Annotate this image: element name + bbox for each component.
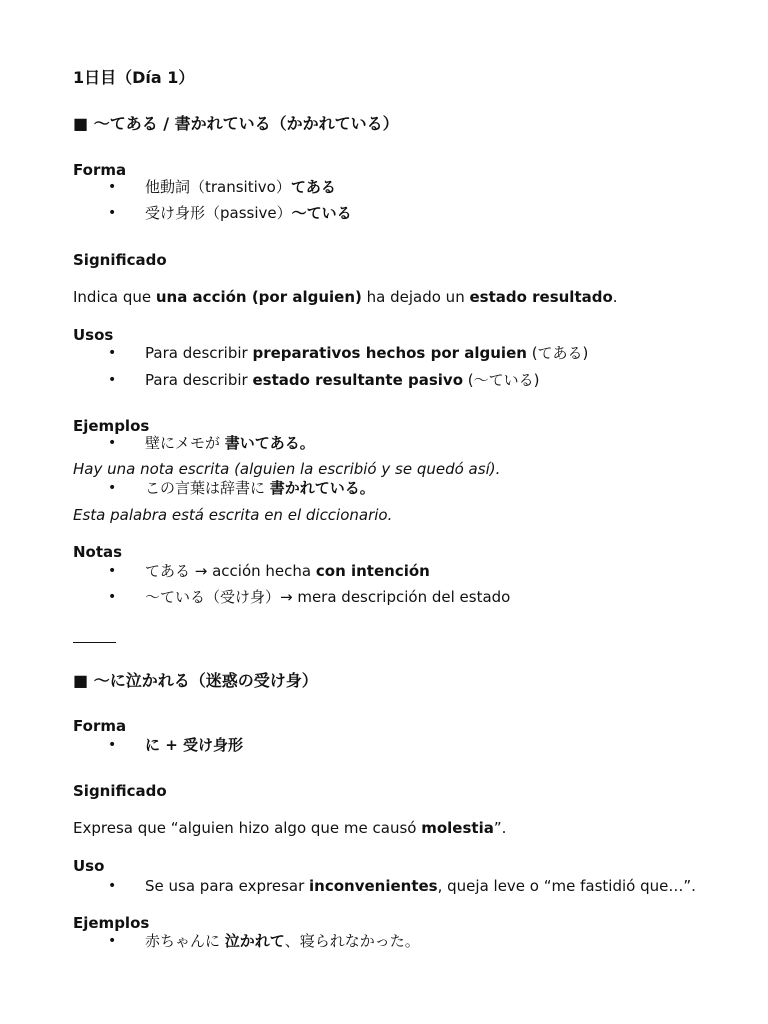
forma-item (145, 203, 352, 223)
text-segment: Indica que (73, 288, 156, 306)
ejemplo-translation: Hay una nota escrita (alguien la escribió y se quedó así). (73, 460, 501, 478)
text-segment: (てある) (526, 344, 589, 362)
text-bold: estado resultante pasivo (252, 371, 463, 389)
section-2-title: ■ 〜に泣かれる（迷惑の受け身） (73, 671, 318, 690)
day-title: 1日目（Día 1） (73, 68, 195, 87)
bullet: • (108, 372, 117, 388)
forma-item: に + 受け身形 (145, 736, 244, 754)
ejemplo-translation: Esta palabra está escrita en el diccionario. (73, 506, 393, 524)
section-divider (73, 642, 116, 643)
text-bold: molestia (421, 819, 494, 837)
nota-item (145, 587, 510, 607)
text-segment: . (612, 288, 618, 306)
text-bold: estado resultado (469, 288, 613, 306)
text-segment: , queja leve o “me fastidió que…”. (437, 877, 696, 895)
text-segment: 壁にメモが (145, 434, 225, 452)
text-segment: ”. (493, 819, 507, 837)
nota-item (145, 561, 430, 581)
bullet: • (108, 205, 117, 221)
text-bold: con intención (315, 562, 430, 580)
text-segment: Se usa para expresar (145, 877, 310, 895)
ejemplo-item (145, 433, 315, 453)
uso-item (145, 876, 696, 896)
usos-item (145, 343, 588, 363)
text-segment: 〜ている（受け身）→ mera descripción del estado (145, 588, 511, 606)
forma-item (145, 177, 336, 197)
text-segment: Para describir (145, 344, 253, 362)
bullet: • (108, 435, 117, 451)
forma-heading: Forma (73, 717, 127, 735)
text-segment: Expresa que “alguien hizo algo que me causó (73, 819, 422, 837)
forma-item-text: 他動詞（transitivo） (145, 178, 291, 196)
forma-item-text: 受け身形（passive） (145, 204, 292, 222)
text-bold: preparativos hechos por alguien (252, 344, 527, 362)
ejemplo-item (145, 478, 375, 498)
bullet: • (108, 878, 117, 894)
section-1-title: ■ 〜てある / 書かれている（かかれている） (73, 114, 399, 133)
text-segment: Para describir (145, 371, 253, 389)
text-segment: ha dejado un (361, 288, 470, 306)
text-bold: inconvenientes (309, 877, 438, 895)
bullet: • (108, 563, 117, 579)
significado-heading: Significado (73, 251, 167, 269)
forma-item-bold: てある (290, 178, 336, 196)
significado-text (73, 287, 618, 307)
bullet: • (108, 480, 117, 496)
ejemplo-item (145, 931, 420, 951)
text-bold: una acción (por alguien) (155, 288, 362, 306)
text-segment: (〜ている) (463, 371, 540, 389)
text-bold: 泣かれて (224, 932, 285, 950)
usos-item (145, 370, 539, 390)
text-segment: てある → acción hecha (145, 562, 316, 580)
text-segment: 、寝られなかった。 (284, 932, 420, 950)
bullet: • (108, 345, 117, 361)
significado-text (73, 818, 506, 838)
text-segment: 赤ちゃんに (145, 932, 225, 950)
text-bold: 書いてある。 (224, 434, 315, 452)
usos-heading: Usos (73, 326, 114, 344)
forma-item-bold: 〜ている (291, 204, 352, 222)
text-segment: この言葉は辞書に (145, 479, 270, 497)
forma-heading: Forma (73, 161, 127, 179)
bullet: • (108, 179, 117, 195)
ejemplos-heading: Ejemplos (73, 914, 150, 932)
notas-heading: Notas (73, 543, 123, 561)
bullet: • (108, 589, 117, 605)
bullet: • (108, 933, 117, 949)
significado-heading: Significado (73, 782, 167, 800)
text-bold: 書かれている。 (269, 479, 375, 497)
ejemplos-heading: Ejemplos (73, 417, 150, 435)
uso-heading: Uso (73, 857, 105, 875)
bullet: • (108, 737, 117, 753)
